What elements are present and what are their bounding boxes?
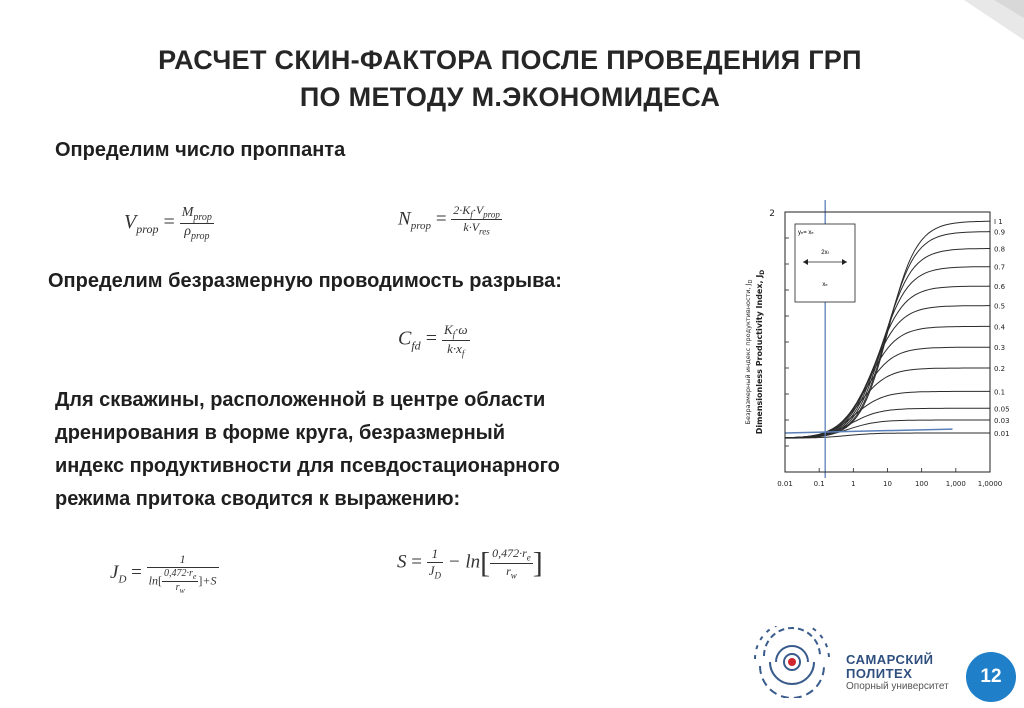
text-conductivity: Определим безразмерную проводимость разрыва: [48,270,562,292]
series-label: 0.01 [994,430,1010,438]
logo-text-line1: САМАРСКИЙ [846,652,934,667]
inset-label-y: ye= xe [798,230,814,236]
formula-s: S = $\frac{1}{J_D}$ − ln[ $\frac{0,472\cdot r_e}{r_w}$ ] [397,546,543,581]
formula-vprop: $V_{prop}$ = $\frac{M_{prop}}{\rho_{prop}}$ [124,205,212,242]
series-label: 0.6 [994,283,1006,292]
y-axis-label-en: Dimensionless Productivity Index, $J_D$ [755,269,766,435]
series-label: 0.5 [994,302,1006,311]
slide-title-line1: РАСЧЕТ СКИН-ФАКТОРА ПОСЛЕ ПРОВЕДЕНИЯ ГРП [158,45,862,75]
page-number-badge: 12 [966,652,1016,702]
series-label: 0.7 [994,263,1006,272]
x-tick-label: 1,000 [945,480,966,488]
series-label: 0.03 [994,417,1010,425]
text-well-line4: режима притока сводится к выражению: [55,488,461,510]
text-well-line2: дренирования в форме круга, безразмерный [55,422,506,444]
series-label: 0.05 [994,405,1010,414]
text-proppant: Определим число проппанта [55,139,346,161]
y-axis-label-ru: Безразмерный индекс продуктивности, $J_D$ [744,279,754,425]
x-tick-label: 1,0000 [977,480,1003,488]
x-tick-label: 0.1 [813,480,825,488]
slide-title-line2: ПО МЕТОДУ М.ЭКОНОМИДЕСА [299,82,721,112]
series-label: 0.8 [994,245,1006,254]
formula-nprop: $N_{prop}$ = $\frac{2\cdot K_f\cdot V_{prop}}{k\cdot V_{res}}$ [398,203,500,237]
x-tick-label: 10 [883,480,892,488]
series-label: 0.2 [994,365,1006,373]
x-tick-label: 0.01 [777,480,793,488]
series-label: 0.1 [994,388,1006,397]
productivity-index-chart [738,200,1018,500]
x-tick-label: 1 [851,480,856,488]
formula-cfd: $C_{fd}$ = $\frac{K_f\cdot\omega}{k\cdot x_f}$ [398,322,468,359]
text-well-line3: индекс продуктивности для псевдостационарного [55,455,560,477]
logo-text-line2: ПОЛИТЕХ [846,666,913,681]
series-line [785,306,990,438]
series-line [785,368,990,438]
series-label: I 1 [994,218,1003,227]
inset-label-x: xe [822,282,828,288]
series-label: 0.3 [994,344,1006,353]
formula-jd: $J_D$ = 1 ln[ $\frac{0,472\cdot r_e}{r_w}$ ]+S [110,552,217,595]
text-well-line1: Для скважины, расположенной в центре области [55,389,546,411]
series-line [785,347,990,438]
series-label: 0.4 [994,323,1006,332]
guide-horizontal [785,429,953,433]
inset-label-2x: 2xf [821,250,829,256]
x-tick-label: 100 [914,480,929,488]
series-label: 0.9 [994,228,1006,237]
y-tick-label: 2 [769,209,775,219]
logo-text-line3: Опорный университет [846,681,949,692]
